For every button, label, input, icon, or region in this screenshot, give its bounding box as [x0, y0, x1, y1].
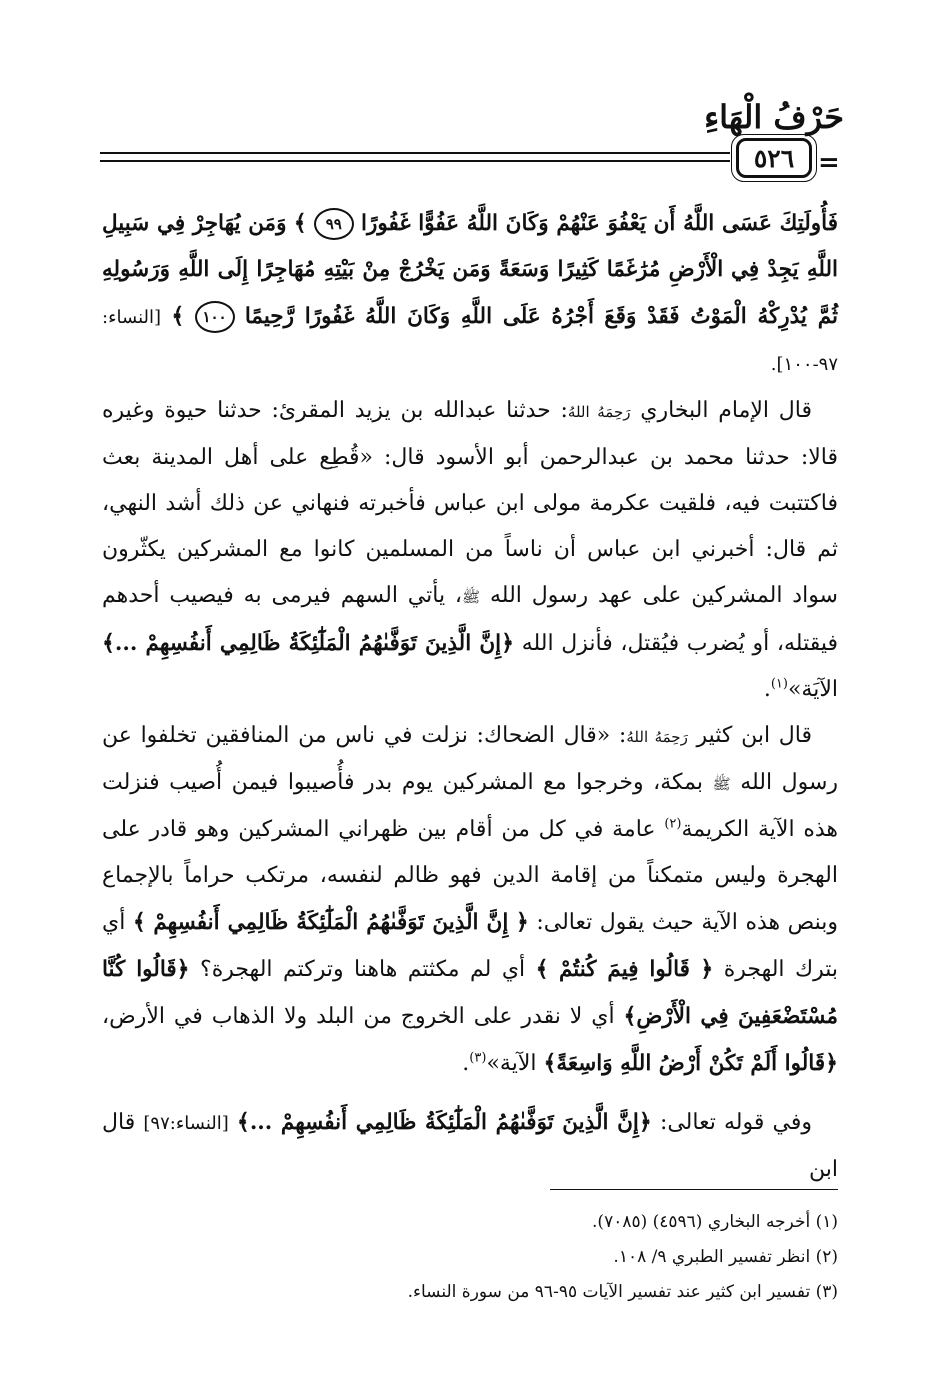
footnote-ref-3[interactable]: (٣)	[469, 1050, 487, 1066]
p2-quran-1: إِنَّ الَّذِينَ تَوَفَّىٰهُمُ الْمَلَٰٓئِكَةُ ظَالِمِي أَنفُسِهِمْ	[153, 910, 509, 935]
p1-b: : حدثنا عبدالله بن يزيد المقرئ: حدثنا حيوة وغيره قالا: حدثنا محمد بن عبدالرحمن أبو الأسود قال: «قُطِع على أهل المدينة بعث فاكتتبت فيه، فلقيت عكرمة مولى ابن عباس فأخبرته فنهاني عن ذلك أشد النهي، ثم قال: أخبرني ابن عباس أن ناساً من المسلمين كانوا مع المشركين يكثّرون سواد المشركين على عهد رسول الله	[102, 398, 838, 608]
paragraph-bukhari	[102, 388, 838, 713]
p2-c: بمكة، وخرجوا مع المشركين يوم بدر فأُصيبوا فيمن أُصيب فنزلت هذه الآية الكريمة	[102, 770, 839, 842]
p2-honorific: رَحِمَهُ اللهُ	[626, 728, 688, 746]
p3-reference: [النساء:٩٧]	[143, 1113, 229, 1134]
quran-bracket-open: ﴿	[700, 956, 714, 982]
p1-honorific-2: ﷺ	[462, 588, 481, 606]
p1-quran: إِنَّ الَّذِينَ تَوَفَّىٰهُمُ الْمَلَٰٓئِكَةُ ظَالِمِي أَنفُسِهِمْ ...	[114, 631, 502, 656]
quran-close-bracket: ﴾	[171, 303, 185, 329]
p2-e: أي بترك الهجرة	[102, 910, 839, 982]
p3-quran: إِنَّ الَّذِينَ تَوَفَّىٰهُمُ الْمَلَٰٓئِكَةُ ظَالِمِي أَنفُسِهِمْ ...	[249, 1110, 639, 1135]
p2-g: أي لا نقدر على الخروج من البلد ولا الذهاب في الأرض،	[102, 1004, 615, 1029]
footnote-ref-2[interactable]: (٢)	[664, 816, 682, 832]
footnote-3: (٣) تفسير ابن كثير عند تفسير الآيات ٩٥-٩٦ من سورة النساء.	[407, 1282, 838, 1302]
p2-d: عامة في كل من أقام بين ظهراني المشركين وهو قادر على الهجرة وليس متمكناً من إقامة الدين فهو ظالم لنفسه، مرتكب حراماً بالإجماع وبنص هذه الآية حيث يقول تعالى:	[102, 817, 839, 935]
p1-a: قال الإمام البخاري	[640, 398, 813, 423]
p2-quran-4: قَالُوا أَلَمْ تَكُنْ أَرْضُ اللَّهِ وَاسِعَةً	[556, 1051, 826, 1076]
quran-line-2: الْأَرْضِ مُرَٰغَمًا كَثِيرًا وَسَعَةً وَمَن يَخْرُجْ مِنْ بَيْتِهِ مُهَاجِرًا إِلَى اللَّهِ وَرَسُولِهِ ثُمَّ يُدْرِكْهُ الْمَوْتُ فَقَدْ وَقَعَ	[102, 257, 838, 329]
p2-i: .	[462, 1051, 470, 1076]
paragraph-continuation	[102, 1099, 838, 1193]
ayah-number-100: ١٠٠	[195, 301, 235, 333]
p2-a: قال ابن كثير	[696, 723, 812, 748]
quran-open-bracket: ﴾	[293, 210, 307, 236]
quran-bracket-close: ﴾	[543, 1050, 557, 1076]
quran-bracket-open: ﴿	[638, 1109, 652, 1135]
quran-bracket-close: ﴾	[102, 630, 115, 656]
quran-bracket-open: ﴿	[515, 909, 529, 935]
p2-honorific-2: ﷺ	[712, 775, 731, 793]
main-text	[102, 200, 838, 1193]
footnote-ref-1[interactable]: (١)	[770, 676, 788, 692]
chapter-title: حَرْفُ الْهَاءِ	[704, 98, 844, 136]
quran-line-1a: فَأُولَتِكَ عَسَى اللَّهُ أَن يَعْفُوَ عَنْهُمْ وَكَانَ اللَّهُ عَفُوًّا غَفُورًا	[361, 211, 838, 236]
quran-line-3: أَجْرُهُ عَلَى اللَّهِ وَكَانَ اللَّهُ غَفُورًا رَّحِيمًا	[244, 304, 594, 329]
header-rule-bottom	[100, 160, 730, 162]
quran-bracket-open: ﴿	[825, 1050, 838, 1076]
p2-quran-3: قَالُوا كُنَّا مُسْتَضْعَفِينَ فِي الْأَرْضِ	[102, 957, 838, 1029]
quran-bracket-open: ﴿	[501, 630, 514, 656]
p2-quran-2: قَالُوا فِيمَ كُنتُمْ	[558, 957, 690, 982]
quran-bracket-close: ﴾	[535, 956, 549, 982]
quran-bracket-close: ﴾	[623, 1003, 637, 1029]
paragraph-ibn-kathir	[102, 713, 838, 1087]
p1-c: ، يأتي السهم فيرمى به فيصيب أحدهم فيقتله، أو يُضرب فيُقتل، فأنزل الله	[102, 583, 838, 656]
p1-d: الآيَة»	[787, 677, 838, 702]
p2-f: أي لم مكثتم هاهنا وتركتم الهجرة؟	[200, 957, 526, 982]
p2-h: الآية»	[486, 1051, 537, 1076]
quran-block	[102, 200, 838, 388]
ayah-number-99: ٩٩	[314, 208, 354, 240]
quran-reference: [النساء: ٩٧-١٠٠].	[102, 307, 838, 375]
page-number: ٥٢٦	[736, 138, 812, 178]
quran-line-1b: وَمَن يُهَاجِرْ فِي سَبِيلِ اللَّهِ يَجِدْ فِي	[102, 211, 838, 282]
p2-b: : «قال الضحاك: نزلت في ناس من المنافقين تخلفوا عن رسول الله	[102, 723, 839, 795]
footnote-separator	[550, 1189, 838, 1190]
quran-bracket-close: ﴾	[236, 1109, 250, 1135]
p3-a: وفي قوله تعالى:	[659, 1110, 812, 1135]
footnote-1: (١) أخرجه البخاري (٤٥٩٦) (٧٠٨٥).	[592, 1212, 838, 1232]
header-rule-top	[100, 152, 730, 154]
p1-honorific: رَحِمَهُ اللهُ	[567, 403, 631, 421]
header-dash: =	[818, 148, 840, 178]
footnotes	[102, 1205, 838, 1310]
p1-e: .	[763, 677, 771, 702]
footnote-2: (٢) انظر تفسير الطبري ٩/ ١٠٨.	[613, 1247, 838, 1267]
quran-bracket-close: ﴾	[132, 909, 146, 935]
quran-bracket-open: ﴿	[176, 956, 190, 982]
p3-b: قال ابن	[102, 1110, 838, 1182]
